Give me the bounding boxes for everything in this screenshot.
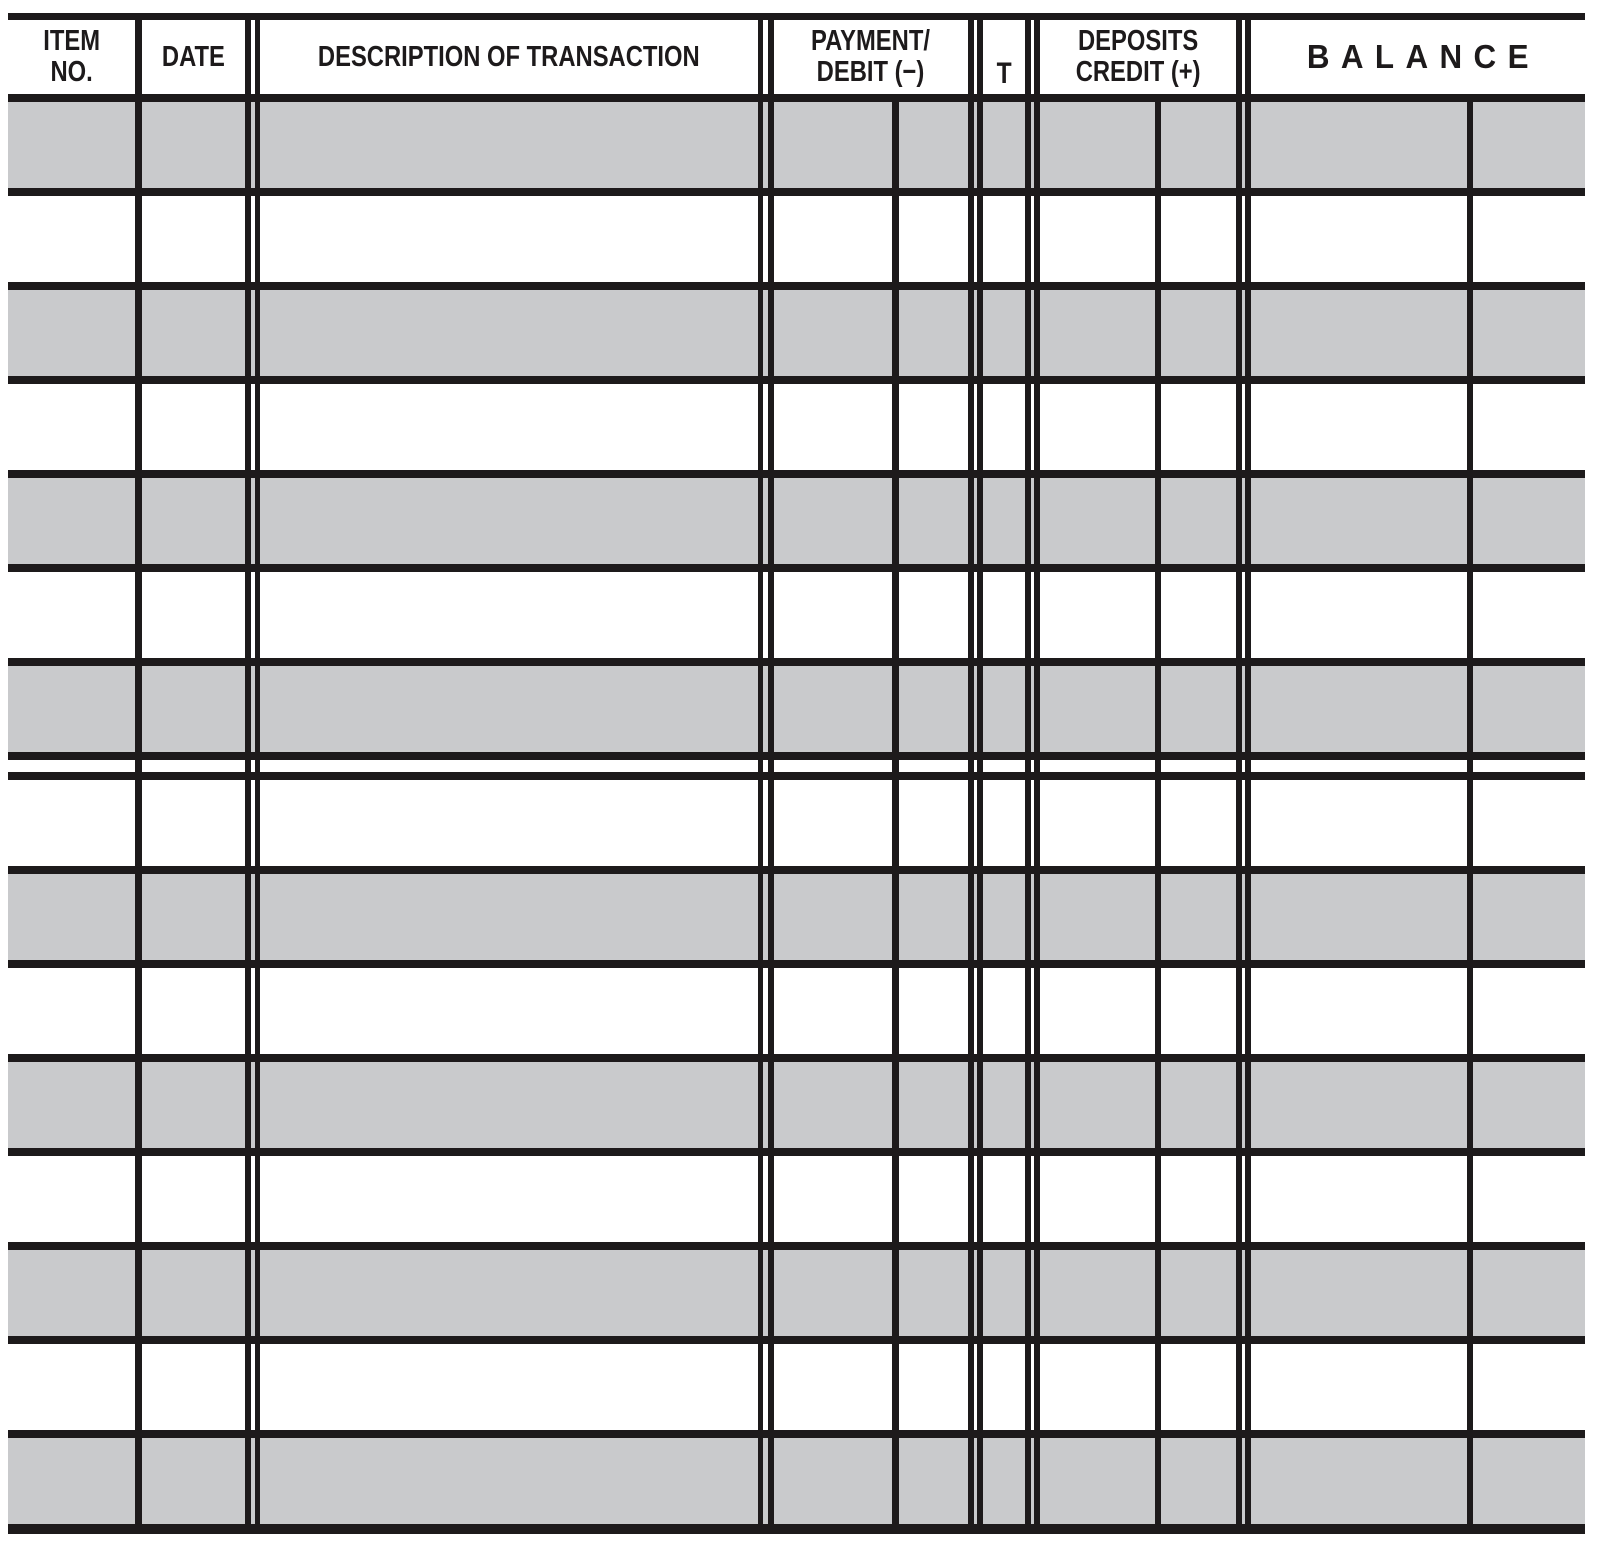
balance-cents-divider (1467, 94, 1473, 1534)
header-date (142, 20, 245, 94)
header-deposits-line2: CREDIT (+) (1075, 56, 1201, 88)
header-description-line1: DESCRIPTION OF TRANSACTION (318, 40, 700, 73)
divider-tcol-deposits-inner (1034, 13, 1040, 1534)
header-balance (1251, 20, 1585, 94)
header-transaction-check-text (996, 58, 1011, 90)
header-deposits-credit (1040, 20, 1236, 94)
header-item-no-line1: ITEM (43, 25, 100, 58)
divider-payment-tcol-outer (968, 13, 974, 1534)
header-deposits-credit-text (1076, 26, 1201, 87)
header-payment-line2: DEBIT (−) (817, 56, 925, 88)
header-t-line1: T (996, 57, 1012, 91)
header-payment-line1: PAYMENT/ (811, 25, 931, 58)
divider-date-description-outer (245, 13, 251, 1534)
header-item-no-text (43, 26, 100, 87)
divider-date-description-inner (255, 13, 260, 1534)
divider-description-payment-outer (758, 13, 763, 1534)
deposits-cents-divider (1155, 94, 1161, 1534)
register-table (8, 13, 1585, 1534)
header-description (260, 20, 758, 94)
divider-deposits-balance-inner (1245, 13, 1251, 1534)
header-deposits-line1: DEPOSITS (1077, 25, 1199, 58)
header-date-text (162, 42, 225, 73)
header-description-text (318, 42, 700, 73)
divider-deposits-balance-outer (1236, 13, 1242, 1534)
header-item-no (8, 20, 135, 94)
divider-payment-tcol-inner (977, 13, 983, 1534)
header-payment-debit-text (812, 26, 931, 87)
divider-itemno-date (135, 13, 142, 1534)
divider-description-payment-inner (768, 13, 774, 1534)
divider-tcol-deposits-outer (1025, 13, 1031, 1534)
header-item-no-line2: NO. (50, 56, 93, 88)
header-transaction-check (983, 20, 1025, 94)
payment-cents-divider (892, 94, 899, 1534)
header-balance-line1: BALANCE (1307, 37, 1541, 75)
header-balance-text (1296, 37, 1541, 75)
header-payment-debit (774, 20, 968, 94)
header-date-line1: DATE (162, 40, 225, 73)
